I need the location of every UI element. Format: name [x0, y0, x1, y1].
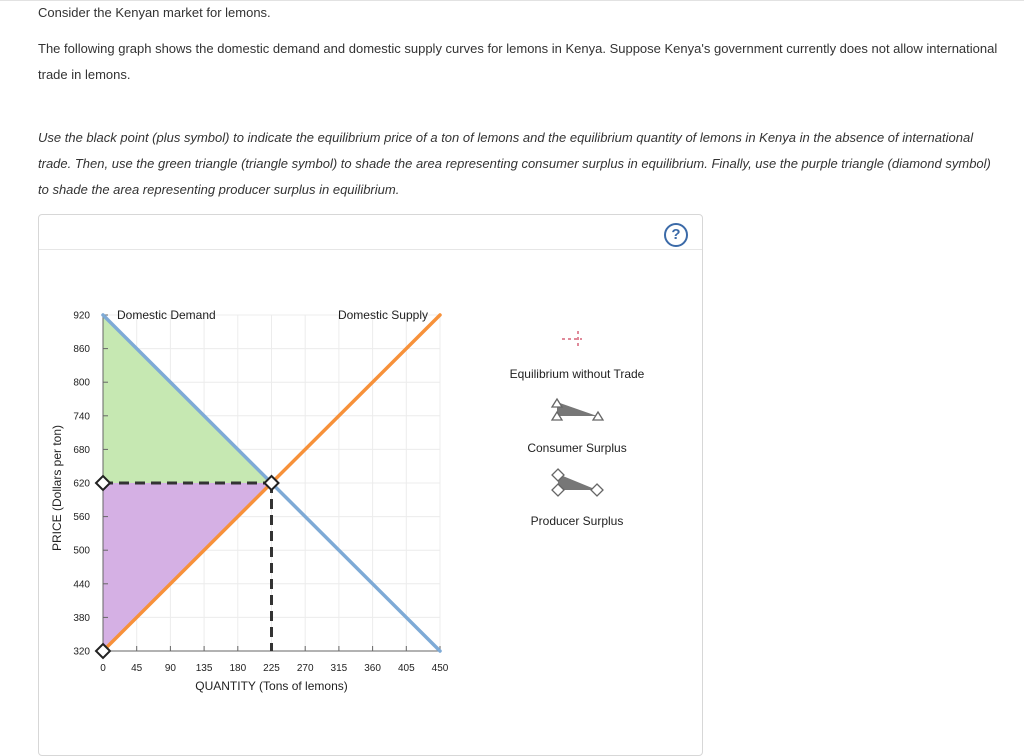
demand-curve-label: Domestic Demand — [117, 308, 216, 322]
x-tick-label: 405 — [397, 663, 415, 674]
x-tick-label: 270 — [296, 663, 314, 674]
producer-surplus-tool[interactable] — [531, 469, 624, 528]
palette-label-producer-surplus: Producer Surplus — [530, 514, 624, 528]
x-tick-label: 315 — [330, 663, 348, 674]
tool-palette[interactable] — [510, 331, 645, 528]
equilibrium-tool[interactable] — [510, 331, 645, 381]
question-title: Consider the Kenyan market for lemons. — [38, 5, 271, 20]
palette-label-equilibrium: Equilibrium without Trade — [509, 367, 645, 381]
x-tick-label: 45 — [131, 663, 143, 674]
x-tick-label: 135 — [195, 663, 213, 674]
y-tick-label: 860 — [73, 344, 90, 356]
x-tick-label: 0 — [100, 663, 106, 674]
consumer-surplus-tool[interactable] — [527, 399, 626, 455]
diamond-tool-icon — [558, 474, 597, 490]
question-description: The following graph shows the domestic demand and domestic supply curves for lemons in Kenya. Suppose Kenya's government currently does not allow international trade in lemons. — [38, 41, 998, 82]
triangle-tool-vertex-top — [552, 399, 562, 407]
x-axis-title: QUANTITY (Tons of lemons) — [195, 679, 348, 693]
triangle-tool-icon — [557, 402, 597, 416]
x-tick-label: 450 — [431, 663, 449, 674]
y-tick-label: 380 — [73, 612, 90, 624]
x-tick-label: 90 — [164, 663, 176, 674]
y-tick-label: 320 — [73, 646, 90, 658]
y-tick-label: 560 — [73, 512, 90, 524]
y-axis-title: PRICE (Dollars per ton) — [50, 424, 64, 552]
palette-label-consumer-surplus: Consumer Surplus — [527, 441, 627, 455]
help-icon[interactable]: ? — [664, 223, 688, 247]
y-tick-label: 920 — [73, 310, 90, 322]
y-tick-label: 800 — [73, 377, 90, 389]
y-tick-label: 620 — [73, 478, 90, 490]
x-tick-label: 360 — [364, 663, 381, 674]
question-instructions: Use the black point (plus symbol) to indicate the equilibrium price of a ton of lemons and the equilibrium quantity of lemons in Kenya in the absence of international trade. Then, use the green triangle (triangle symbol) to shade the area representing consumer surplus in equilibrium. Finally, use the purple triangle (diamond symbol) to shade the area representing producer surplus in equilibrium. — [38, 130, 991, 197]
y-tick-label: 500 — [73, 545, 90, 557]
y-tick-label: 440 — [73, 579, 90, 591]
supply-curve-label: Domestic Supply — [337, 308, 428, 322]
y-tick-label: 740 — [73, 411, 90, 423]
x-tick-label: 225 — [263, 663, 280, 674]
x-tick-label: 180 — [229, 663, 247, 674]
y-tick-label: 680 — [73, 444, 90, 456]
diamond-tool-vertex-right — [591, 484, 603, 496]
